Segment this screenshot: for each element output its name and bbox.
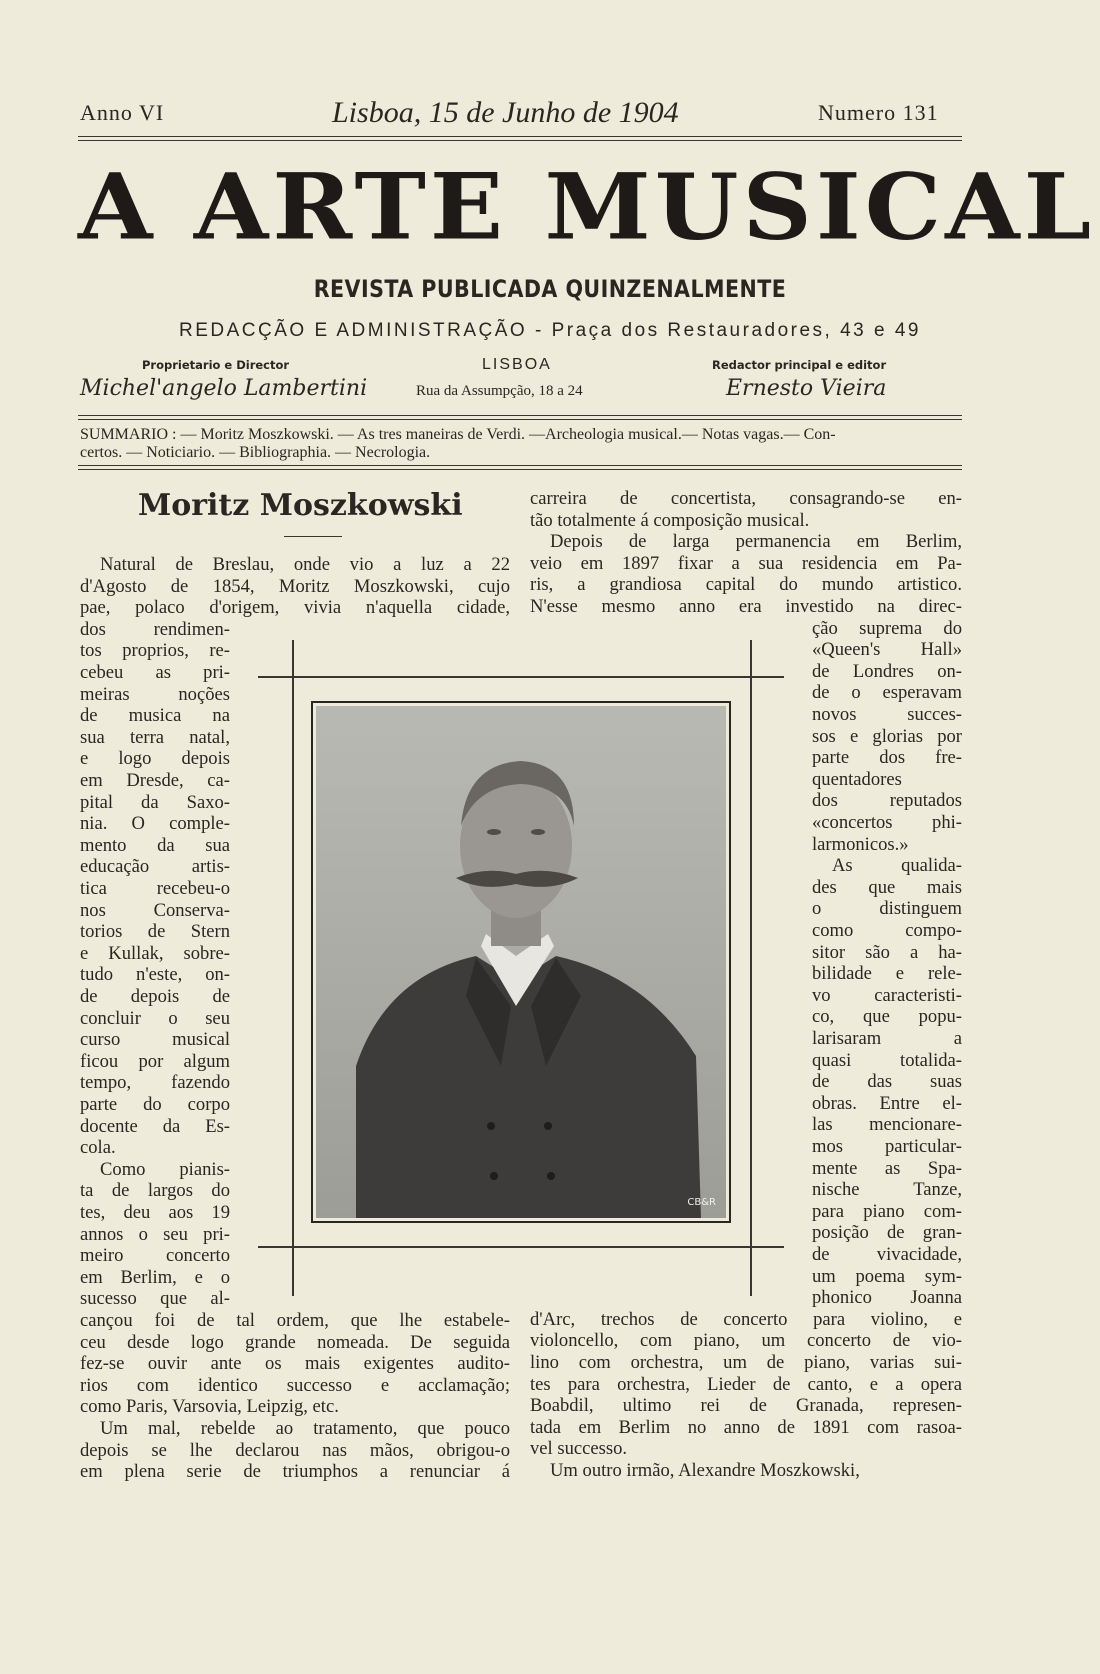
- article-line: tempo, fazendo: [80, 1072, 230, 1094]
- masthead-subtitle: REVISTA PUBLICADA QUINZENALMENTE: [313, 275, 787, 303]
- article-line: violoncello, com piano, um concerto de vio-: [530, 1330, 962, 1352]
- masthead-title: A ARTE MUSICAL: [78, 152, 1096, 261]
- frame-rule-right: [750, 640, 752, 1296]
- frame-rule-top: [258, 676, 784, 678]
- article-line: de vivacidade,: [812, 1244, 962, 1265]
- frame-rule-left: [292, 640, 294, 1296]
- summary-rule: [78, 465, 962, 466]
- issue-number: Numero 131: [818, 100, 939, 125]
- summary-rule: [78, 469, 962, 470]
- article-line: posição de gran-: [812, 1222, 962, 1244]
- article-line: em plena serie de triumphos a renunciar á: [80, 1461, 510, 1483]
- article-line: de o esperavam: [812, 682, 962, 704]
- article-line: como compo-: [812, 920, 962, 941]
- director-role: Proprietario e Director: [142, 358, 290, 372]
- engraver-mark: CB&R: [687, 1197, 716, 1208]
- issue-date: Lisboa, 15 de Junho de 1904: [332, 96, 679, 129]
- article-line: quasi totalida-: [812, 1049, 962, 1071]
- article-line: Depois de larga permanencia em Berlim,: [550, 531, 962, 553]
- article-line: depois se lhe declarou nas mãos, obrigou-o: [80, 1439, 510, 1461]
- article-line: de musica na: [80, 705, 230, 727]
- article-line: nos Conserva-: [80, 899, 230, 921]
- article-line: larisaram a: [812, 1028, 962, 1049]
- article-line: curso musical: [80, 1029, 230, 1051]
- article-line: cançou foi de tal ordem, que lhe estabele-: [80, 1310, 510, 1331]
- office-address: Rua da Assumpção, 18 a 24: [416, 383, 583, 399]
- article-line: sua terra natal,: [80, 726, 230, 748]
- city-label: LISBOA: [482, 356, 552, 373]
- summary-line: certos. — Noticiario. — Bibliographia. — Necrologia.: [80, 444, 431, 461]
- article-line: meiro concerto: [80, 1245, 230, 1267]
- article-line: fez-se ouvir ante os mais exigentes audito-: [80, 1353, 510, 1375]
- article-line: sos e glorias por: [812, 725, 962, 747]
- article-line: des que mais: [812, 876, 962, 898]
- article-line: ceu desde logo grande nomeada. De seguida: [80, 1331, 510, 1353]
- article-line: larmonicos.»: [812, 833, 909, 855]
- article-line: tes, deu aos 19: [80, 1202, 230, 1223]
- article-line: mente as Spa-: [812, 1157, 962, 1179]
- article-line: lino com orchestra, um de piano, varias sui-: [530, 1352, 962, 1373]
- article-line: Como pianis-: [100, 1158, 230, 1180]
- article-line: pital da Saxo-: [80, 791, 230, 813]
- article-line: N'esse mesmo anno era investido na direc-: [530, 596, 962, 617]
- article-line: ficou por algum: [80, 1050, 230, 1072]
- article-line: phonico Joanna: [812, 1287, 962, 1309]
- summary-box: [80, 426, 960, 462]
- portrait-photo: [316, 706, 726, 1218]
- director-signature: Michel'angelo Lambertini: [80, 376, 368, 401]
- article-line: rios com identico successo e acclamação;: [80, 1374, 510, 1396]
- article-line: dos rendimen-: [80, 618, 230, 640]
- article-line: «Queen's Hall»: [812, 639, 962, 661]
- article-line: dos reputados: [812, 790, 962, 812]
- article-line: tos proprios, re-: [80, 640, 230, 662]
- article-line: em Dresde, ca-: [80, 770, 230, 791]
- article-line: vo caracteristi-: [812, 984, 962, 1006]
- article-line: bilidade e rele-: [812, 963, 962, 985]
- article-line: carreira de concertista, consagrando-se en-: [530, 488, 962, 509]
- article-line: um poema sym-: [812, 1265, 962, 1287]
- article-line: e logo depois: [80, 748, 230, 770]
- article-line: pae, polaco d'origem, vivia n'aquella cidade,: [80, 597, 510, 619]
- article-title: Moritz Moszkowski: [138, 488, 463, 523]
- staff-rule: [78, 415, 962, 416]
- administration-line: REDACÇÃO E ADMINISTRAÇÃO - Praça dos Restauradores, 43 e 49: [179, 320, 921, 341]
- article-line: parte dos fre-: [812, 747, 962, 769]
- article-line: torios de Stern: [80, 921, 230, 943]
- article-line: Natural de Breslau, onde vio a luz a 22: [100, 554, 510, 575]
- article-line: novos succes-: [812, 704, 962, 725]
- article-line: tão totalmente á composição musical.: [530, 509, 810, 531]
- article-line: Um mal, rebelde ao tratamento, que pouco: [100, 1418, 510, 1439]
- article-line: tudo n'este, on-: [80, 964, 230, 986]
- article-line: de depois de: [80, 986, 230, 1007]
- article-line: educação artis-: [80, 856, 230, 878]
- article-line: quentadores: [812, 768, 902, 790]
- article-line: sucesso que al-: [80, 1288, 230, 1310]
- frame-rule-bottom: [258, 1246, 784, 1248]
- article-line: ta de largos do: [80, 1180, 230, 1202]
- article-line: vel successo.: [530, 1438, 628, 1460]
- article-line: em Berlim, e o: [80, 1266, 230, 1288]
- article-line: tada em Berlim no anno de 1891 com rasoa-: [530, 1416, 962, 1438]
- article-line: co, que popu-: [812, 1006, 962, 1028]
- article-line: Boabdil, ultimo rei de Granada, represen-: [530, 1395, 962, 1417]
- article-line: nia. O comple-: [80, 813, 230, 835]
- article-line: d'Agosto de 1854, Moritz Moszkowski, cujo: [80, 575, 510, 597]
- article-line: o distinguem: [812, 898, 962, 920]
- article-line: As qualida-: [832, 855, 962, 877]
- article-line: annos o seu pri-: [80, 1223, 230, 1245]
- title-dash: [284, 536, 342, 537]
- article-line: concluir o seu: [80, 1007, 230, 1029]
- article-line: ção suprema do: [812, 617, 962, 639]
- article-line: docente da Es-: [80, 1115, 230, 1137]
- editor-role: Redactor principal e editor: [712, 358, 887, 372]
- article-line: como Paris, Varsovia, Leipzig, etc.: [80, 1396, 339, 1418]
- header-rule: [78, 136, 962, 137]
- article-line: nische Tanze,: [812, 1179, 962, 1201]
- article-line: mos particular-: [812, 1136, 962, 1157]
- portrait-figure: [316, 706, 726, 1218]
- article-line: veio em 1897 fixar a sua residencia em Pa-: [530, 552, 962, 574]
- article-line: d'Arc, trechos de concerto para violino, e: [530, 1308, 962, 1330]
- issue-year: Anno VI: [80, 100, 165, 125]
- summary-line: SUMMARIO : — Moritz Moszkowski. — As tres maneiras de Verdi. —Archeologia musical.— Notas vagas.— Con-: [80, 426, 836, 443]
- article-line: mento da sua: [80, 834, 230, 856]
- article-line: de das suas: [812, 1071, 962, 1093]
- article-line: cebeu as pri-: [80, 662, 230, 683]
- article-line: e Kullak, sobre-: [80, 942, 230, 964]
- article-line: cola.: [80, 1137, 116, 1159]
- article-line: meiras noções: [80, 683, 230, 705]
- staff-rule: [78, 419, 962, 420]
- article-line: ris, a grandiosa capital do mundo artistico.: [530, 574, 962, 596]
- article-line: sitor são a ha-: [812, 941, 962, 963]
- editor-signature: Ernesto Vieira: [726, 376, 887, 401]
- article-line: para piano com-: [812, 1200, 962, 1222]
- article-line: de Londres on-: [812, 660, 962, 682]
- header-rule: [78, 140, 962, 141]
- article-line: «concertos phi-: [812, 812, 962, 833]
- article-line: las mencionare-: [812, 1114, 962, 1136]
- article-line: tica recebeu-o: [80, 878, 230, 899]
- article-line: parte do corpo: [80, 1094, 230, 1115]
- article-line: obras. Entre el-: [812, 1092, 962, 1114]
- article-line: Um outro irmão, Alexandre Moszkowski,: [550, 1460, 860, 1481]
- article-line: tes para orchestra, Lieder de canto, e a opera: [530, 1373, 962, 1395]
